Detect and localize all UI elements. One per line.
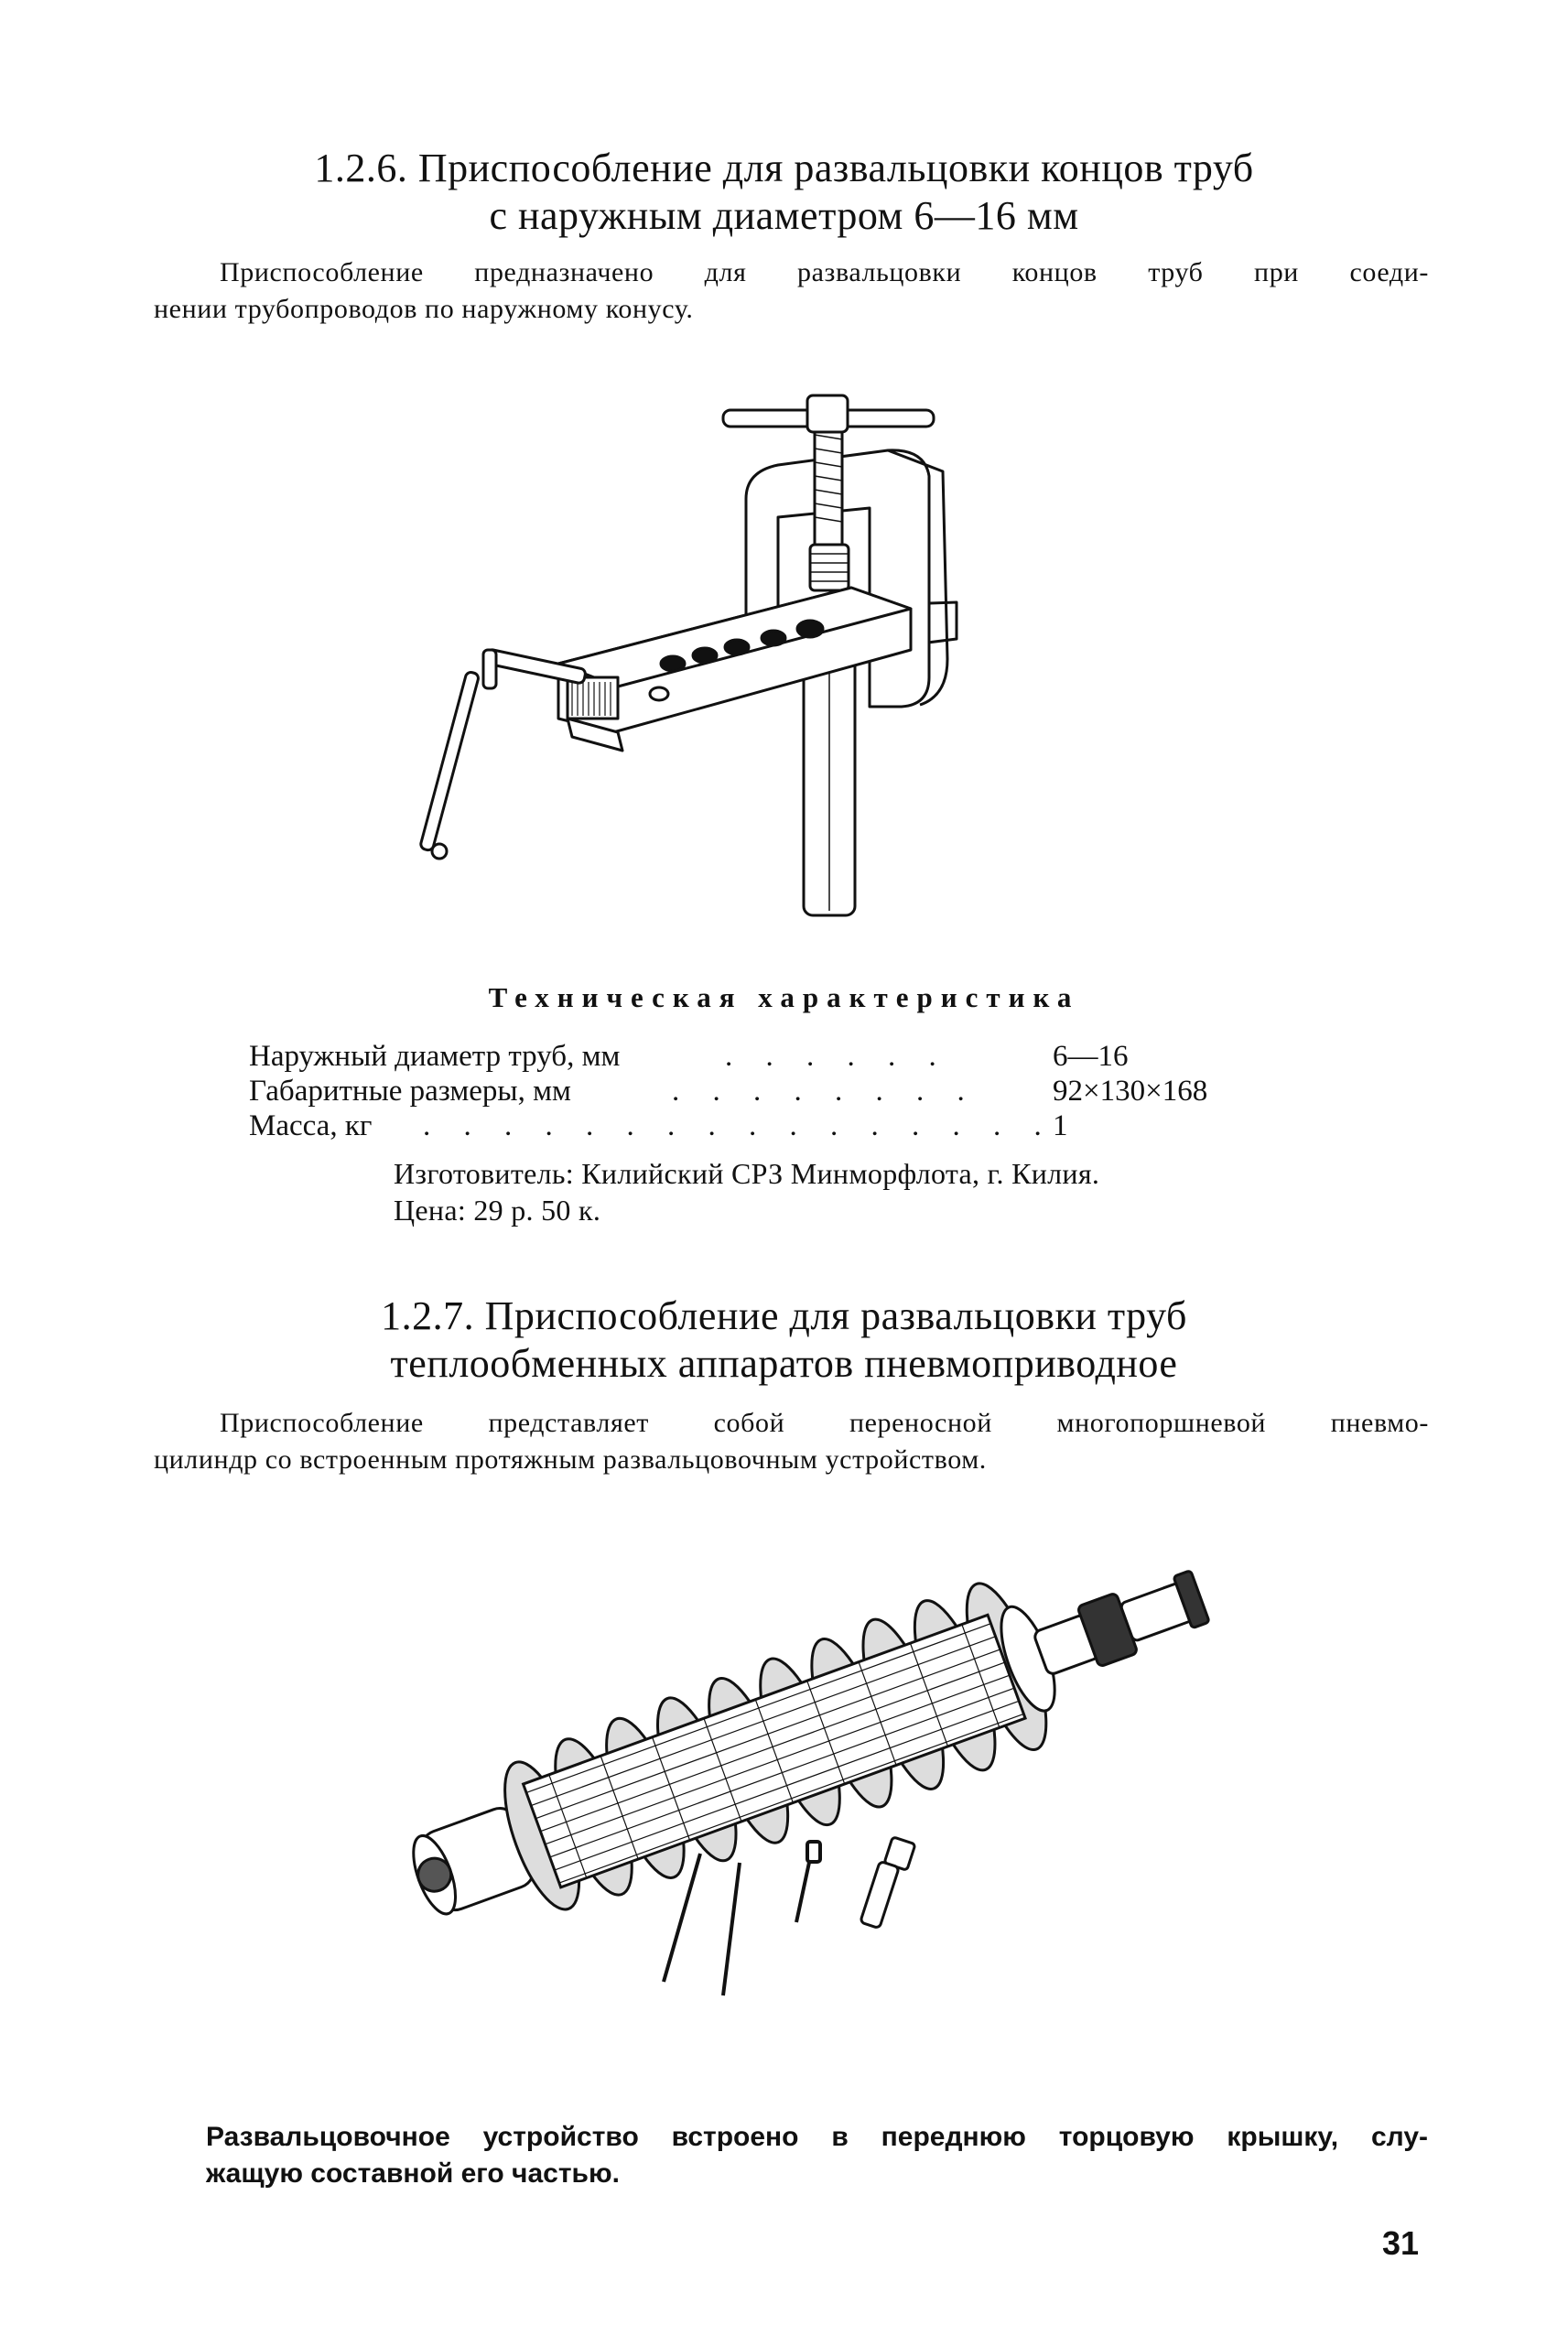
section-1-title-line-1: 1.2.6. Приспособление для развальцовки концов труб — [314, 146, 1254, 190]
spec-label: Масса, кг — [249, 1109, 373, 1142]
leader-dots: . . . . . . — [725, 1040, 949, 1073]
bottom-paragraph-line-2: жащую составной его частью. — [206, 2158, 620, 2189]
flaring-tool-illustration — [430, 384, 979, 925]
leader-dots: . . . . . . . . — [672, 1075, 978, 1108]
spec-value: 92×130×168 — [1053, 1075, 1208, 1108]
spec-label: Габаритные размеры, мм — [249, 1075, 571, 1108]
bottom-paragraph-line-1: Развальцовочное устройство встроено в переднюю торцовую крышку, слу- — [206, 2122, 1428, 2152]
manufacturer-line: Изготовитель: Килийский СРЗ Минморфлота, г. Килия. — [394, 1157, 1100, 1190]
spec-heading: Техническая характеристика — [488, 981, 1080, 1013]
spec-label: Наружный диаметр труб, мм — [249, 1040, 621, 1073]
spec-value: 1 — [1053, 1109, 1068, 1142]
section-1-paragraph — [154, 254, 1429, 328]
spec-table — [249, 1039, 1274, 1149]
section-1-title-line-2: с наружным диаметром 6—16 мм — [489, 193, 1079, 238]
section-2-paragraph — [154, 1405, 1429, 1478]
page-number: 31 — [1382, 2224, 1420, 2262]
spec-row — [249, 1108, 1274, 1143]
price-line: Цена: 29 р. 50 к. — [394, 1194, 601, 1227]
manufacturer-info — [394, 1155, 1309, 1228]
bottom-paragraph — [206, 2119, 1428, 2192]
section-2-title-line-1: 1.2.7. Приспособление для развальцовки труб — [381, 1293, 1187, 1338]
leader-dots: . . . . . . . . . . . . . . . . — [423, 1109, 1054, 1142]
spec-value: 6—16 — [1053, 1040, 1129, 1073]
pneumatic-cylinder-illustration — [394, 1547, 1236, 2014]
section-2-paragraph-line-1: Приспособление представляет собой переносной многопоршневой пневмо- — [220, 1408, 1429, 1438]
spec-row — [249, 1039, 1274, 1074]
section-2-title — [0, 1292, 1568, 1388]
section-2-title-line-2: теплообменных аппаратов пневмоприводное — [390, 1341, 1178, 1386]
spec-row — [249, 1074, 1274, 1108]
section-1-paragraph-line-2: нении трубопроводов по наружному конусу. — [154, 294, 694, 324]
section-1-title — [0, 145, 1568, 240]
section-2-paragraph-line-2: цилиндр со встроенным протяжным развальцовочным устройством. — [154, 1444, 987, 1475]
section-1-paragraph-line-1: Приспособление предназначено для развальцовки концов труб при соеди- — [220, 257, 1429, 287]
